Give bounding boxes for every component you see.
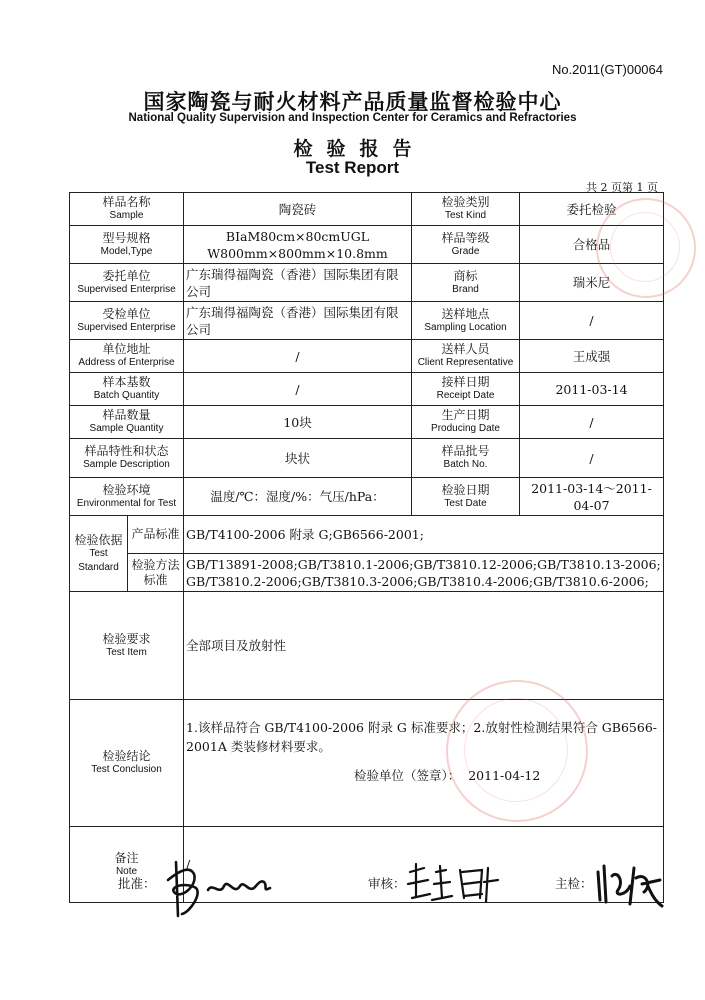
org-title-cn: 国家陶瓷与耐火材料产品质量监督检验中心 [143,90,562,114]
address-value: / [184,340,412,373]
table-row [70,592,664,700]
field-label: 送样地点 Sampling Location [412,302,520,340]
field-label: 备注 Note [70,827,184,903]
field-label: 检验环境 Environmental for Test [70,478,184,516]
table-row [70,406,664,439]
report-number: No.2011(GT)00064 [551,62,663,77]
inspect-label: 主检： [555,876,593,891]
batch-quantity-value: / [184,373,412,406]
table-row [70,439,664,478]
inspect-signature [590,856,670,916]
report-title-cn: 检验报告 [293,138,426,160]
field-label: 检验结论 Test Conclusion [70,700,184,827]
method-standard-label: 检验方法标准 [128,554,184,592]
producing-date-value: / [520,406,664,439]
report-table [69,192,664,903]
table-row [70,264,664,302]
standard-label: 检验依据 Test Standard [70,516,128,592]
test-item-value: 全部项目及放射性 [184,592,664,700]
supervised-enterprise-value: 广东瑞得福陶瓷（香港）国际集团有限公司 [184,264,412,302]
table-row [70,373,664,406]
field-label: 样品特性和状态 Sample Description [70,439,184,478]
table-row [70,478,664,516]
field-label: 委托单位 Supervised Enterprise [70,264,184,302]
product-standard-label: 产品标准 [128,516,184,554]
sample-value: 陶瓷砖 [184,193,412,226]
grade-value: 合格品 [520,226,664,264]
client-rep-value: 王成强 [520,340,664,373]
field-label: 商标 Brand [412,264,520,302]
field-label: 送样人员 Client Representative [412,340,520,373]
table-row [70,516,664,554]
field-label: 样品名称 Sample [70,193,184,226]
signature-row [0,860,705,920]
sample-description-value: 块状 [184,439,412,478]
test-kind-value: 委托检验 [520,193,664,226]
field-label: 检验类别 Test Kind [412,193,520,226]
field-label: 生产日期 Producing Date [412,406,520,439]
sampling-location-value: / [520,302,664,340]
table-row [70,302,664,340]
field-label: 样本基数 Batch Quantity [70,373,184,406]
org-title-en: National Quality Supervision and Inspection Center for Ceramics and Refractories [128,112,577,124]
review-label: 审核： [368,876,406,891]
conclusion-sign: 检验单位（签章）： 2011-04-12 [354,768,541,783]
brand-value: 瑞米尼 [520,264,664,302]
conclusion-value: 1.该样品符合 GB/T4100-2006 附录 G 标准要求；2.放射性检测结果符合 GB6566-2001A 类装修材料要求。 [186,720,657,754]
field-label: 受检单位 Supervised Enterprise [70,302,184,340]
field-label: 单位地址 Address of Enterprise [70,340,184,373]
page-info: 共 2 页第 1 页 [586,181,658,194]
batch-no-value: / [520,439,664,478]
field-label: 样品等级 Grade [412,226,520,264]
table-row [70,226,664,264]
note-value: / [184,827,664,903]
sample-quantity-value: 10块 [184,406,412,439]
method-standard-value: GB/T13891-2008;GB/T3810.1-2006;GB/T3810.12-2006;GB/T3810.13-2006;GB/T3810.2-2006;GB/T3810.3-2006;GB/T3810.4-2006;GB/T3810.6-2006; [184,554,664,592]
table-row [70,700,664,827]
table-row [70,340,664,373]
model-type-value: BIaM80cm×80cmUGL W800mm×800mm×10.8mm [184,226,412,264]
approve-signature [150,852,290,922]
field-label: 型号规格 Model,Type [70,226,184,264]
table-row [70,193,664,226]
field-label: 检验要求 Test Item [70,592,184,700]
review-signature [402,858,502,914]
receipt-date-value: 2011-03-14 [520,373,664,406]
field-label: 样品数量 Sample Quantity [70,406,184,439]
report-title-en: Test Report [305,158,400,177]
field-label: 样品批号 Batch No. [412,439,520,478]
test-date-value: 2011-03-14～2011-04-07 [520,478,664,516]
field-label: 接样日期 Receipt Date [412,373,520,406]
product-standard-value: GB/T4100-2006 附录 G;GB6566-2001; [184,516,664,554]
approve-label: 批准： [118,876,156,891]
field-label: 检验日期 Test Date [412,478,520,516]
environment-value: 温度/℃：湿度/%：气压/hPa： [184,478,412,516]
inspected-enterprise-value: 广东瑞得福陶瓷（香港）国际集团有限公司 [184,302,412,340]
conclusion-cell [184,700,664,827]
table-row [70,554,664,592]
